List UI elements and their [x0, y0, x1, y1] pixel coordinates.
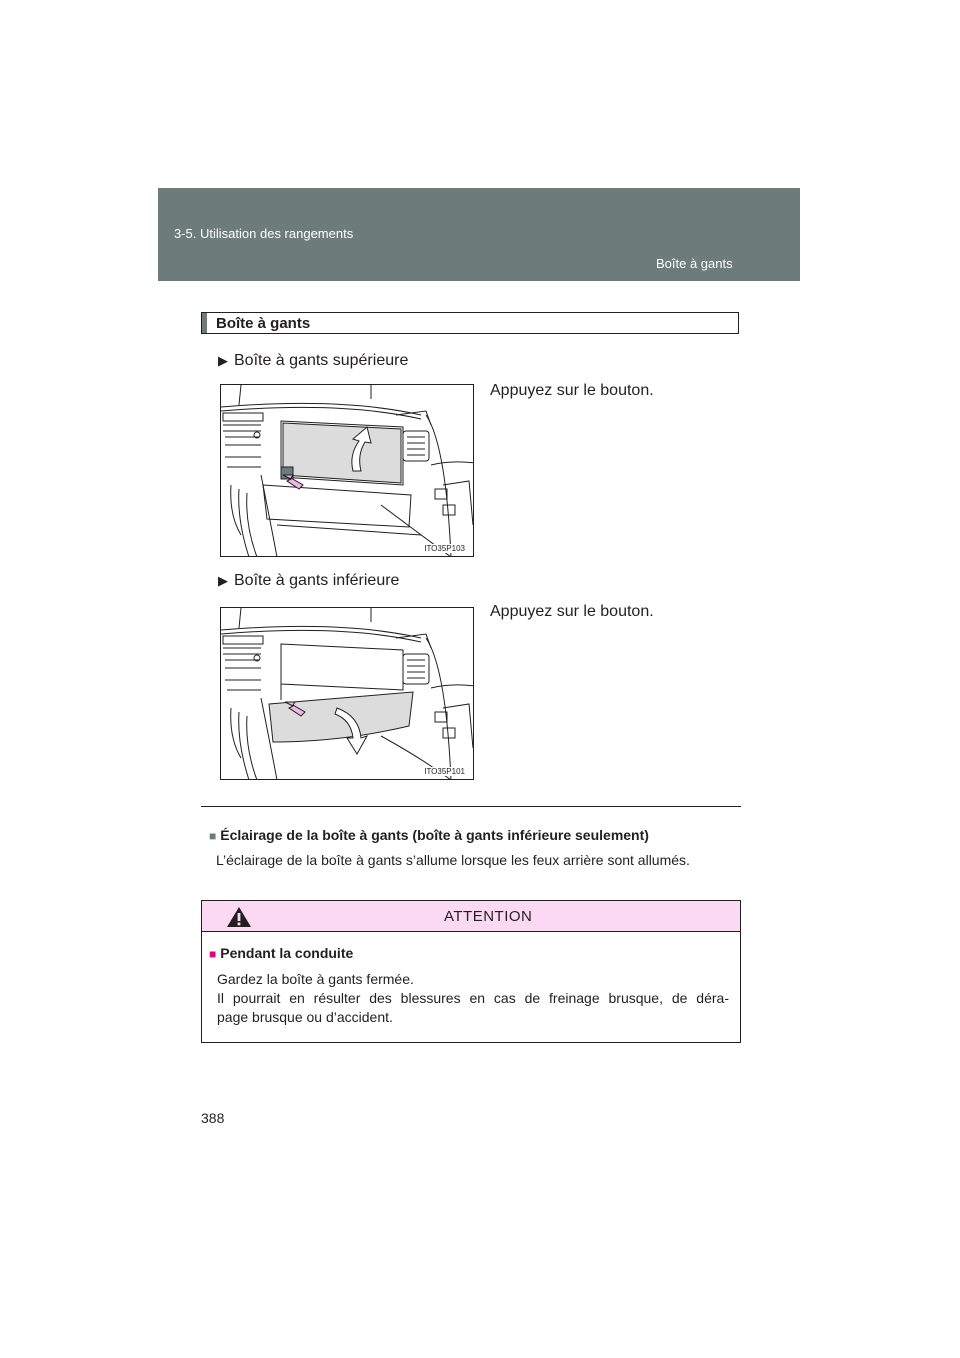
square-bullet-icon: ■ — [209, 829, 217, 843]
section-title: Boîte à gants — [216, 315, 311, 332]
page-number: 388 — [201, 1110, 225, 1126]
subhead-upper-label: Boîte à gants supérieure — [234, 352, 409, 369]
warning-subhead-text: Pendant la conduite — [220, 945, 354, 961]
header-topic: Boîte à gants — [656, 256, 733, 271]
note-title — [209, 827, 649, 843]
instruction-lower: Appuyez sur le bouton. — [490, 603, 654, 620]
warning-line-1: Gardez la boîte à gants fermée. — [217, 971, 414, 987]
figure-lower-glovebox — [220, 607, 474, 780]
warning-box — [201, 900, 741, 1043]
warning-line-3: page brusque ou d’accident. — [217, 1009, 393, 1025]
warning-line-2: Il pourrait en résulter des blessures en cas de freinage brusque, de déra- — [217, 990, 729, 1006]
note-title-text: Éclairage de la boîte à gants (boîte à gants inférieure seulement) — [220, 827, 649, 843]
square-bullet-icon: ■ — [209, 947, 217, 961]
breadcrumb: 3-5. Utilisation des rangements — [174, 226, 354, 241]
warning-label: ATTENTION — [444, 908, 533, 925]
warning-triangle-icon — [226, 906, 252, 928]
section-title-bar — [202, 313, 207, 333]
figure-code: ITO35P103 — [424, 544, 465, 553]
subhead-lower-glovebox — [218, 572, 399, 590]
warning-header — [202, 901, 740, 932]
subhead-upper-glovebox — [218, 352, 408, 370]
subhead-lower-label: Boîte à gants inférieure — [234, 572, 400, 589]
figure-upper-glovebox — [220, 384, 474, 557]
triangle-bullet-icon: ▶ — [218, 353, 228, 368]
triangle-bullet-icon: ▶ — [218, 573, 228, 588]
warning-subhead — [209, 945, 353, 961]
note-body: L’éclairage de la boîte à gants s’allume lorsque les feux arrière sont allumés. — [216, 852, 690, 868]
dashboard-illustration-upper — [221, 385, 474, 557]
instruction-upper: Appuyez sur le bouton. — [490, 382, 654, 399]
figure-code: ITO35P101 — [424, 767, 465, 776]
section-title-box — [201, 312, 739, 334]
dashboard-illustration-lower — [221, 608, 474, 780]
divider — [201, 806, 741, 807]
